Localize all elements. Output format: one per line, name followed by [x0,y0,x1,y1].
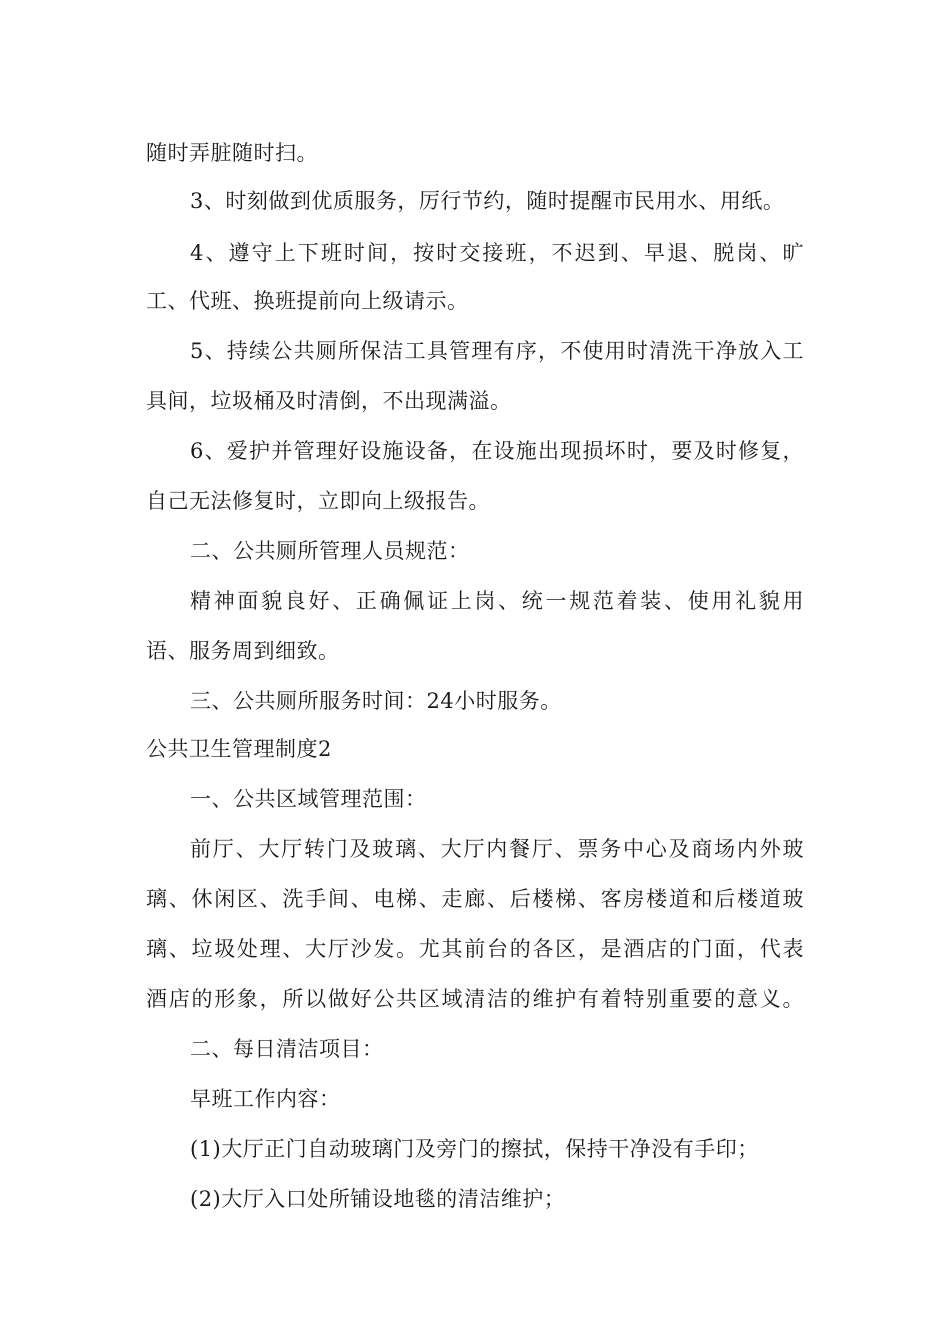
paragraph-line: 语、服务周到细致。 [146,639,340,663]
paragraph-line: 工、代班、换班提前向上级请示。 [146,289,469,313]
section-heading: 二、公共厕所管理人员规范： [190,539,470,563]
paragraph-line: 3、时刻做到优质服务，厉行节约，随时提醒市民用水、用纸。 [190,189,785,213]
paragraph-line: 自己无法修复时，立即向上级报告。 [146,489,490,513]
paragraph-line: 4、遵守上下班时间，按时交接班，不迟到、早退、脱岗、旷 [190,241,804,265]
paragraph-line: 6、爱护并管理好设施设备，在设施出现损坏时，要及时修复， [190,439,804,463]
paragraph-line: 随时弄脏随时扫。 [146,141,318,165]
paragraph-line: 璃、垃圾处理、大厅沙发。尤其前台的各区，是酒店的门面，代表 [146,937,804,961]
list-item: (1)大厅正门自动玻璃门及旁门的擦拭，保持干净没有手印； [190,1137,759,1161]
section-heading: 三、公共厕所服务时间：24小时服务。 [190,689,562,713]
subsection-heading: 早班工作内容： [190,1087,341,1111]
document-title: 公共卫生管理制度2 [146,737,332,761]
paragraph-line: 酒店的形象，所以做好公共区域清洁的维护有着特别重要的意义。 [146,987,804,1011]
paragraph-line: 前厅、大厅转门及玻璃、大厅内餐厅、票务中心及商场内外玻 [190,837,804,861]
paragraph-line: 具间，垃圾桶及时清倒，不出现满溢。 [146,389,512,413]
section-heading: 二、每日清洁项目： [190,1037,384,1061]
paragraph-line: 5、持续公共厕所保洁工具管理有序，不使用时清洗干净放入工 [190,339,804,363]
paragraph-line: 璃、休闲区、洗手间、电梯、走廊、后楼梯、客房楼道和后楼道玻 [146,887,804,911]
list-item: (2)大厅入口处所铺设地毯的清洁维护； [190,1187,566,1211]
paragraph-line: 精神面貌良好、正确佩证上岗、统一规范着装、使用礼貌用 [190,589,804,613]
section-heading: 一、公共区域管理范围： [190,787,427,811]
